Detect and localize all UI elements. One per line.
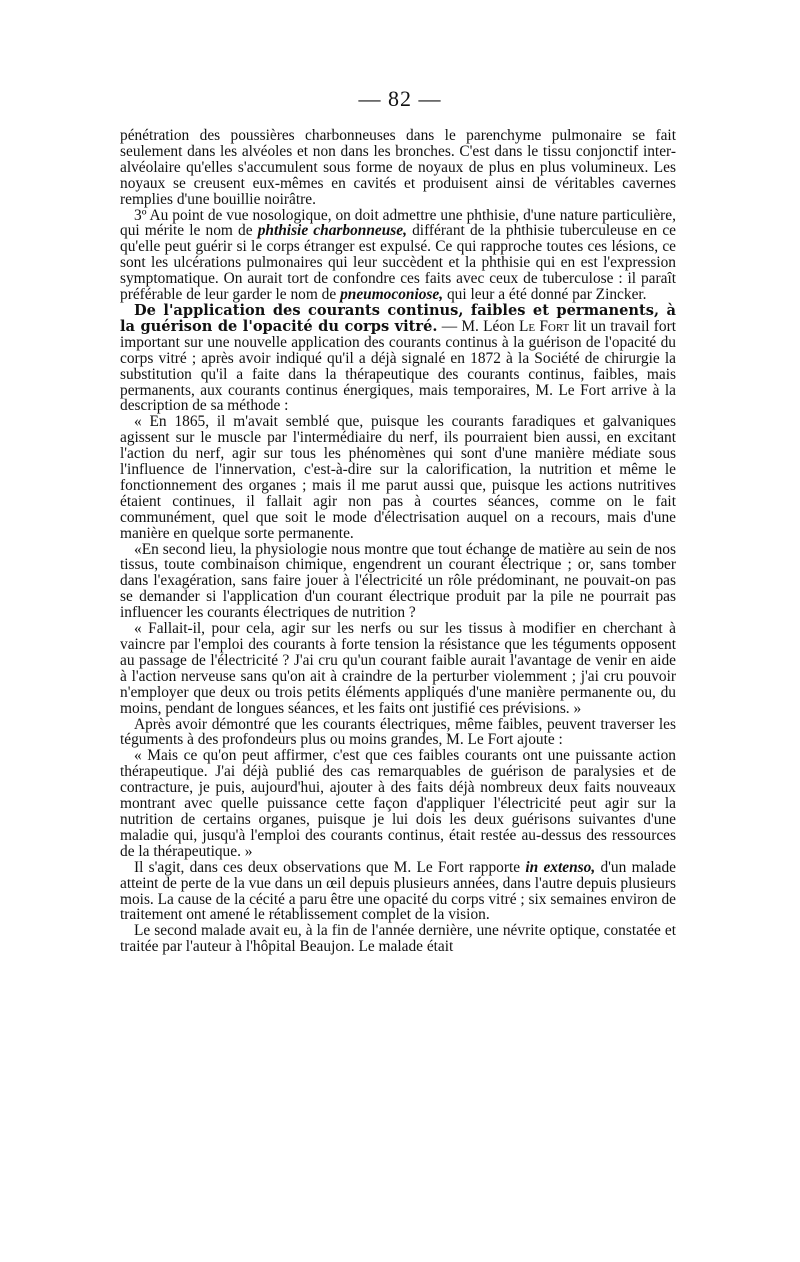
body-text [120, 128, 676, 955]
paragraph-4: « En 1865, il m'avait semblé que, puisque les courants faradiques et galvaniques agissent sur le muscle par l'intermédiaire du nerf, ils pourraient bien aussi, en excitant l'action du nerf, agir sur tous les phénomènes qui sont d'une manière médiate sous l'influence de l'innervation, c'est-à-dire sur la calorification, la nutrition et même le fonctionnement des organes ; mais il me parut aussi que, puisque les actions nutritives étaient continues, il fallait agir non pas à courtes séances, comme on le fait communément, quel que soit le mode d'électrisation auquel on a recours, mais d'une manière en quelque sorte permanente. [120, 413, 676, 542]
term-phthisie-charbonneuse: phthisie charbonneuse, [257, 222, 407, 240]
paragraph-9 [120, 860, 676, 924]
page-number: — 82 — [358, 86, 442, 111]
paragraph-1: pénétration des poussières charbonneuses dans le parenchyme pulmonaire se fait seulement dans les alvéoles et non dans les bronches. C'est dans le tissu conjonctif inter-alvéolaire qu'elles s'accumulent sous forme de noyaux de plus en plus volumineux. Les noyaux se creusent eux-mêmes en cavités et produisent ainsi de véritables cavernes remplies d'une bouillie noirâtre. [120, 127, 676, 208]
paragraph-5: «En second lieu, la physiologie nous montre que tout échange de matière au sein de nos tissus, toute combinaison chimique, engendrent un courant électrique ; or, sans tomber dans l'exagération, sans faire jouer à l'électricité un rôle prédominant, ne pouvait-on pas se demander si l'application d'un courant électrique produit par la pile ne pourrait pas influencer les courants électriques de nutrition ? [120, 540, 676, 622]
term-in-extenso: in extenso, [525, 858, 596, 876]
author-name: Le Fort [519, 317, 570, 335]
paragraph-3 [120, 303, 676, 414]
term-pneumoconiose: pneumoconiose, [340, 286, 444, 304]
paragraph-2 [120, 208, 676, 303]
paragraph-9-part-a: Il s'agit, dans ces deux observations que M. Le Fort rapporte [134, 858, 526, 876]
paragraph-2-part-b: différant de la phthisie tuberculeuse en ce qu'elle peut guérir si le corps étranger est expulsé. Ce qui rapproche toutes ces lésions, ce sont les ulcérations pulmonaires qui leur succèdent et la phthisie qui en est l'expression symptomatique. On aurait tort de confondre ces faits avec ceux de tuberculose : il paraît préférable de leur garder le nom de [120, 222, 677, 304]
paragraph-3-part-b: lit un travail fort important sur une nouvelle application des courants continus à la guérison de l'opacité du corps vitré ; après avoir indiqué qu'il a déjà signalé en 1872 à la Société de chirurgie la substitution qu'il a faite dans la thérapeutique des courants continus, faibles, mais permanents, aux courants continus énergiques, mais temporaires, M. Le Fort arrive à la description de sa méthode : [120, 317, 676, 415]
paragraph-8: « Mais ce qu'on peut affirmer, c'est que ces faibles courants ont une puissante action thérapeutique. J'ai déjà publié des cas remarquables de guérison de paralysies et de contracture, je puis, aujourd'hui, ajouter à des faits déjà nombreux deux faits nouveaux montrant avec quelle puissance cette façon d'appliquer l'électricité peut agir sur la nutrition de certains organes, puisque je lui dois les deux guérisons suivantes d'une maladie qui, jusqu'à l'emploi des courants continus, était restée au-dessus des ressources de la thérapeutique. » [120, 747, 676, 860]
paragraph-2-part-a: 3º Au point de vue nosologique, on doit admettre une phthisie, d'une nature particulière, qui mérite le nom de [120, 206, 676, 240]
paragraph-2-part-c: qui leur a été donné par Zincker. [443, 286, 647, 304]
paragraph-6: « Fallait-il, pour cela, agir sur les nerfs ou sur les tissus à modifier en cherchant à vaincre par l'emploi des courants à forte tension la résistance que les téguments opposent au passage de l'électricité ? J'ai cru qu'un courant faible aurait l'avantage de venir en aide à l'action nerveuse sans qu'on ait à craindre de la perturber violemment ; j'ai cru pouvoir n'employer que deux ou trois petits éléments appliqués d'une manière permanente ou, du moins, pendant de longues séances, et les faits ont justifié ces prévisions. » [120, 620, 676, 717]
paragraph-3-part-a: — M. Léon [437, 317, 519, 335]
paragraph-9-part-b: d'un malade atteint de perte de la vue dans un œil depuis plusieurs années, dans l'autre depuis plusieurs mois. La cause de la cécité a paru être une opacité du corps vitré ; six semaines environ de traitement ont amené le rétablissement complet de la vision. [120, 858, 677, 924]
paragraph-10: Le second malade avait eu, à la fin de l'année dernière, une névrite optique, constatée et traitée par l'auteur à l'hôpital Beaujon. Le malade était [120, 922, 676, 956]
paragraph-7: Après avoir démontré que les courants électriques, même faibles, peuvent traverser les téguments à des profondeurs plus ou moins grandes, M. Le Fort ajoute : [120, 715, 676, 749]
section-heading: De l'application des courants continus, faibles et permanents, à la guérison de l'opacité du corps vitré. [120, 301, 676, 335]
